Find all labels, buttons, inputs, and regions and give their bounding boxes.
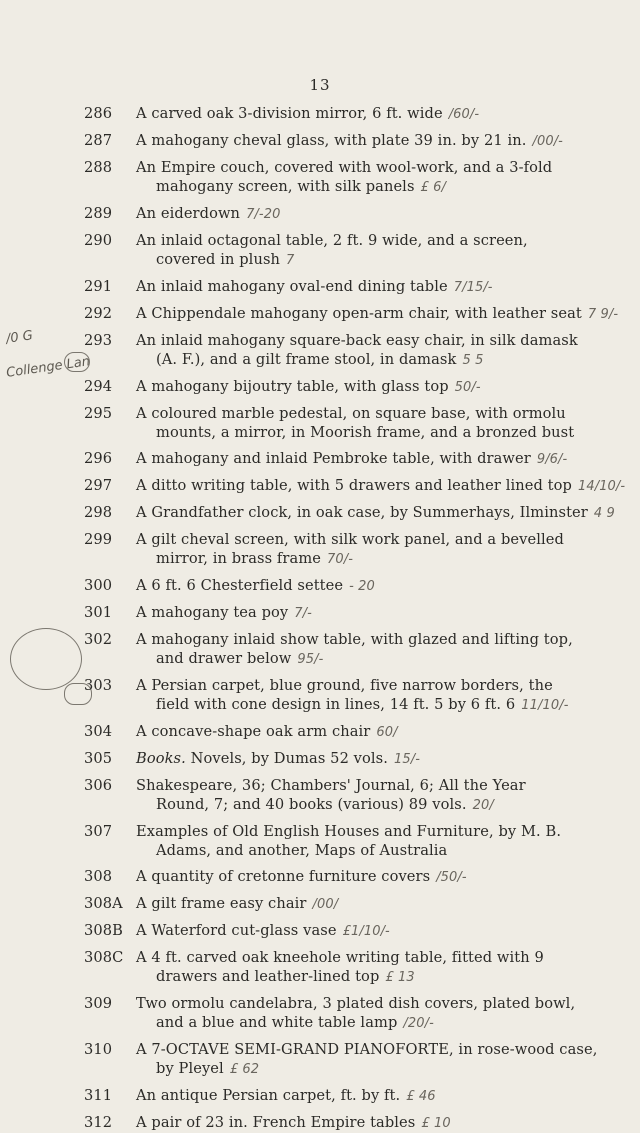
- lot-spacer: [84, 469, 630, 476]
- lot-number: 303: [84, 677, 113, 694]
- handwritten-price: /50/-: [436, 870, 467, 885]
- lot-item: [84, 948, 630, 987]
- lot-item: [84, 204, 630, 224]
- lot-spacer: [84, 197, 630, 204]
- handwritten-price: /00/: [312, 897, 339, 912]
- handwritten-price: £ 10: [421, 1116, 451, 1131]
- handwritten-price: /00/-: [532, 134, 563, 149]
- lot-item: [84, 676, 630, 715]
- lot-item: [84, 776, 630, 815]
- lot-description-line: A mahogany tea poy 7/-: [136, 604, 312, 621]
- lot-item: [84, 449, 630, 469]
- lot-description-line: Two ormolu candelabra, 3 plated dish covers, plated bowl,: [136, 995, 576, 1012]
- lot-description-line: mounts, a mirror, in Moorish frame, and a bronzed bust: [156, 424, 575, 441]
- handwritten-price: 7: [286, 253, 295, 268]
- lot-spacer: [84, 860, 630, 867]
- lot-description-line: A gilt cheval screen, with silk work panel, and a bevelled: [136, 531, 564, 548]
- lot-spacer: [84, 742, 630, 749]
- lot-spacer: [84, 370, 630, 377]
- lot-description-line: and drawer below 95/-: [156, 650, 324, 667]
- lot-number: 312: [84, 1114, 113, 1131]
- lot-description-line: A carved oak 3-division mirror, 6 ft. wide /60/-: [136, 105, 480, 122]
- lot-description-line: A Waterford cut-glass vase £1/10/-: [136, 922, 390, 939]
- handwritten-price: £ 13: [385, 970, 415, 985]
- lot-number: 299: [84, 531, 113, 548]
- lot-spacer: [84, 442, 630, 449]
- lot-spacer: [84, 523, 630, 530]
- handwritten-price: 9/6/-: [536, 452, 568, 467]
- lot-description-line: An Empire couch, covered with wool-work, and a 3-fold: [136, 159, 553, 176]
- lot-description-line: An inlaid mahogany square-back easy chair, in silk damask: [136, 332, 578, 349]
- lot-item: [84, 894, 630, 914]
- lot-number: 290: [84, 232, 113, 249]
- lot-description-line: A mahogany bijoutry table, with glass top 50/-: [136, 378, 481, 395]
- lot-item: [84, 1086, 630, 1106]
- lot-number: 287: [84, 132, 113, 149]
- lot-number: 291: [84, 278, 113, 295]
- lot-spacer: [84, 397, 630, 404]
- lot-number: 311: [84, 1087, 113, 1104]
- handwritten-price: £1/10/-: [342, 924, 390, 939]
- lot-number: 298: [84, 504, 113, 521]
- lot-spacer: [84, 270, 630, 277]
- lot-number: 306: [84, 777, 113, 794]
- handwritten-price: 4 9: [593, 506, 615, 521]
- handwritten-price: £ 62: [229, 1062, 260, 1077]
- lot-description-line: A 4 ft. carved oak kneehole writing table, fitted with 9: [136, 949, 544, 966]
- margin-annotation-name: Collenge Lan: [5, 354, 91, 381]
- handwritten-price: 95/-: [297, 652, 324, 667]
- lot-description-line: Shakespeare, 36; Chambers' Journal, 6; All the Year: [136, 777, 526, 794]
- lot-description-line: (A. F.), and a gilt frame stool, in damask 5 5: [156, 351, 484, 368]
- handwritten-price: /20/-: [403, 1016, 434, 1031]
- lot-spacer: [84, 324, 630, 331]
- lot-spacer: [84, 769, 630, 776]
- lot-spacer: [84, 151, 630, 158]
- handwritten-price: 70/-: [327, 552, 354, 567]
- lot-item: [84, 722, 630, 742]
- page-number: 13: [309, 76, 331, 94]
- lot-number: 293: [84, 332, 113, 349]
- lot-item: [84, 377, 630, 397]
- lot-spacer: [84, 124, 630, 131]
- lot-item: [84, 749, 630, 769]
- lot-number: 308A: [84, 895, 123, 912]
- handwritten-price: 5 5: [462, 353, 484, 368]
- lot-item: [84, 921, 630, 941]
- lot-item: [84, 867, 630, 887]
- lot-description-line: Round, 7; and 40 books (various) 89 vols. 20/: [156, 796, 494, 813]
- lot-item: [84, 404, 630, 442]
- handwritten-price: 7 9/-: [587, 307, 619, 322]
- lot-item: [84, 331, 630, 370]
- lot-number: 308C: [84, 949, 124, 966]
- lot-description-line: A Persian carpet, blue ground, five narrow borders, the: [136, 677, 553, 694]
- lot-description-line: Books. Novels, by Dumas 52 vols. 15/-: [136, 750, 421, 767]
- lot-spacer: [84, 569, 630, 576]
- lot-description-line: Examples of Old English Houses and Furniture, by M. B.: [136, 823, 562, 840]
- lot-item: [84, 131, 630, 151]
- lot-description-line: An eiderdown 7/-20: [136, 205, 281, 222]
- handwritten-price: 7/-: [294, 606, 312, 621]
- lot-description-line: A gilt frame easy chair /00/: [136, 895, 339, 912]
- lot-number: 292: [84, 305, 113, 322]
- lot-item: [84, 530, 630, 569]
- lot-spacer: [84, 887, 630, 894]
- handwritten-price: £ 46: [406, 1089, 436, 1104]
- lot-description-line: mirror, in brass frame 70/-: [156, 550, 354, 567]
- lot-description-line: A mahogany and inlaid Pembroke table, with drawer 9/6/-: [136, 450, 568, 467]
- lot-description-line: A 7-OCTAVE SEMI-GRAND PIANOFORTE, in rose-wood case,: [136, 1041, 598, 1058]
- lot-spacer: [84, 815, 630, 822]
- lot-item: [84, 1040, 630, 1079]
- lot-item: [84, 231, 630, 270]
- lot-spacer: [84, 941, 630, 948]
- lot-description-line: An antique Persian carpet, ft. by ft. £ 46: [136, 1087, 436, 1104]
- lot-description-line: A Grandfather clock, in oak case, by Summerhays, Ilminster 4 9: [136, 504, 615, 521]
- lot-item: [84, 277, 630, 297]
- lot-item: [84, 603, 630, 623]
- lot-spacer: [84, 914, 630, 921]
- lot-spacer: [84, 623, 630, 630]
- lot-description-line: A mahogany cheval glass, with plate 39 in. by 21 in. /00/-: [136, 132, 563, 149]
- lot-description-line: Adams, and another, Maps of Australia: [156, 842, 448, 859]
- lot-description-line: and a blue and white table lamp /20/-: [156, 1014, 434, 1031]
- lot-description-line: A pair of 23 in. French Empire tables £ 10: [136, 1114, 451, 1131]
- lot-number: 307: [84, 823, 113, 840]
- lot-description-line: An inlaid mahogany oval-end dining table 7/15/-: [136, 278, 493, 295]
- lot-spacer: [84, 297, 630, 304]
- lot-description-line: mahogany screen, with silk panels £ 6/: [156, 178, 447, 195]
- lot-number: 288: [84, 159, 113, 176]
- lot-description-line: An inlaid octagonal table, 2 ft. 9 wide, and a screen,: [136, 232, 528, 249]
- lot-number: 309: [84, 995, 113, 1012]
- lot-item: [84, 476, 630, 496]
- lot-spacer: [84, 496, 630, 503]
- lot-spacer: [84, 596, 630, 603]
- handwritten-price: £ 6/: [420, 180, 447, 195]
- handwritten-price: 7/-20: [246, 207, 281, 222]
- lot-number: 286: [84, 105, 113, 122]
- handwritten-price: 11/10/-: [521, 698, 569, 713]
- lot-spacer: [84, 1033, 630, 1040]
- lot-spacer: [84, 224, 630, 231]
- lot-number: 289: [84, 205, 113, 222]
- lot-spacer: [84, 1106, 630, 1113]
- handwritten-price: 20/: [472, 798, 494, 813]
- handwritten-price: 7/15/-: [453, 280, 493, 295]
- lot-item: [84, 503, 630, 523]
- lot-item: [84, 104, 630, 124]
- lot-description-line: drawers and leather-lined top £ 13: [156, 968, 415, 985]
- lot-description-line: A concave-shape oak arm chair 60/: [136, 723, 398, 740]
- lot-item: [84, 304, 630, 324]
- lot-list: [84, 104, 630, 1133]
- lot-number: 301: [84, 604, 113, 621]
- lot-number: 310: [84, 1041, 113, 1058]
- handwritten-price: 14/10/-: [577, 479, 626, 494]
- lot-description-line: A quantity of cretonne furniture covers /50/-: [136, 868, 467, 885]
- handwritten-price: 60/: [376, 725, 398, 740]
- lot-item: [84, 994, 630, 1033]
- lot-description-line: A Chippendale mahogany open-arm chair, with leather seat 7 9/-: [136, 305, 619, 322]
- lot-number: 297: [84, 477, 113, 494]
- lot-item: [84, 630, 630, 669]
- lot-number: 302: [84, 631, 113, 648]
- lot-item: [84, 822, 630, 860]
- lot-item: [84, 1113, 630, 1133]
- lot-number: 308: [84, 868, 113, 885]
- lot-number: 308B: [84, 922, 123, 939]
- lot-number: 304: [84, 723, 113, 740]
- lot-description-line: field with cone design in lines, 14 ft. 5 by 6 ft. 6 11/10/-: [156, 696, 569, 713]
- lot-spacer: [84, 1079, 630, 1086]
- margin-circle-mark: [10, 628, 82, 690]
- lot-number: 294: [84, 378, 113, 395]
- lot-number: 296: [84, 450, 113, 467]
- lot-description-line: A coloured marble pedestal, on square base, with ormolu: [136, 405, 566, 422]
- handwritten-price: /60/-: [448, 107, 480, 122]
- lot-spacer: [84, 715, 630, 722]
- lot-description-line: covered in plush 7: [156, 251, 295, 268]
- lot-number: 295: [84, 405, 113, 422]
- lot-description-line: A mahogany inlaid show table, with glazed and lifting top,: [136, 631, 573, 648]
- lot-number: 300: [84, 577, 113, 594]
- lot-description-line: by Pleyel £ 62: [156, 1060, 260, 1077]
- lot-item: [84, 158, 630, 197]
- lot-description-line: A 6 ft. 6 Chesterfield settee - 20: [136, 577, 375, 594]
- handwritten-price: 15/-: [394, 752, 421, 767]
- lot-item: [84, 576, 630, 596]
- handwritten-price: 50/-: [454, 380, 481, 395]
- lot-number: 305: [84, 750, 113, 767]
- lot-spacer: [84, 987, 630, 994]
- margin-annotation: /0 G: [5, 328, 34, 347]
- handwritten-price: - 20: [349, 579, 375, 594]
- lot-description-line: A ditto writing table, with 5 drawers and leather lined top 14/10/-: [136, 477, 626, 494]
- lot-spacer: [84, 669, 630, 676]
